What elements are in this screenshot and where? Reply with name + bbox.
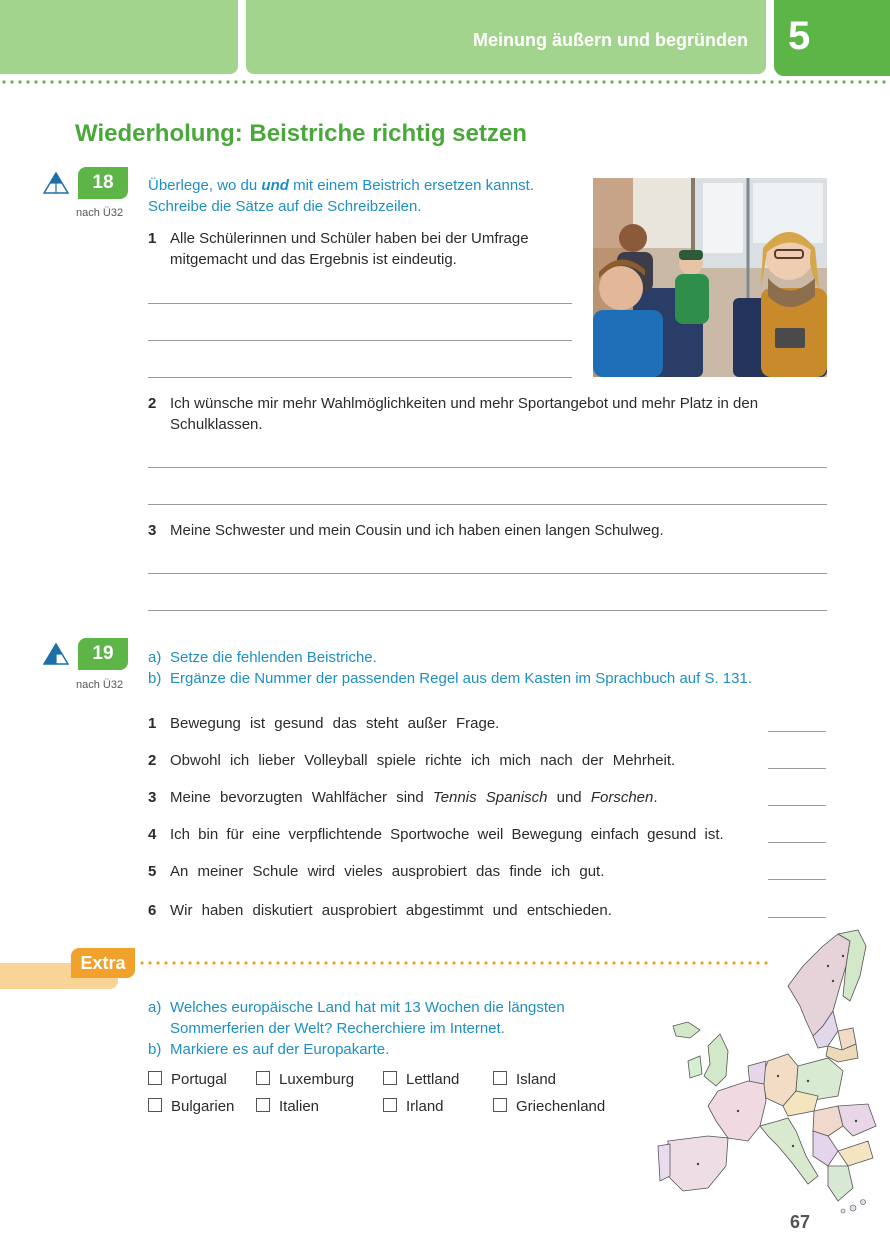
task18-item-3: 3 Meine Schwester und mein Cousin und ich haben einen langen Schulweg. [148,522,664,539]
checkbox-griechenland[interactable]: Griechenland [493,1098,605,1116]
photo-students-on-bus [593,178,827,377]
dotted-divider [0,80,890,84]
answer-blank[interactable] [768,731,826,732]
checkbox-lettland[interactable]: Lettland [383,1071,459,1089]
checkbox-icon[interactable] [148,1071,162,1085]
header-title-panel [246,0,766,74]
answer-blank[interactable] [768,842,826,843]
difficulty-triangle-icon [43,643,69,665]
checkbox-italien[interactable]: Italien [256,1098,319,1116]
task19-sentence-4: 4 Ich bin für eine verpflichtende Sportwoche weil Bewegung einfach gesund ist. [148,826,724,843]
extra-instruction-a: a) Welches europäische Land hat mit 13 Wochen die längsten Sommerferien der Welt? Recherchiere im Internet. [148,999,565,1037]
writing-line[interactable] [148,610,827,611]
writing-line[interactable] [148,340,572,341]
page-number: 67 [790,1212,811,1232]
task19-sentence-6: 6 Wir haben diskutiert ausprobiert abgestimmt und entschieden. [148,902,612,919]
answer-blank[interactable] [768,768,826,769]
writing-line[interactable] [148,467,827,468]
writing-line[interactable] [148,377,572,378]
task18-instruction: Überlege, wo du und mit einem Beistrich ersetzen kannst. Schreibe die Sätze auf die Schreibzeilen. [148,177,535,215]
task19-instruction-a: a) Setze die fehlenden Beistriche. [148,649,377,666]
extra-instruction-b: b) Markiere es auf der Europakarte. [148,1041,390,1058]
checkbox-icon[interactable] [493,1071,507,1085]
header-left-panel [0,0,238,74]
task19-sentence-1: 1 Bewegung ist gesund das steht außer Frage. [148,715,500,732]
checkbox-portugal[interactable]: Portugal [148,1071,227,1089]
writing-line[interactable] [148,573,827,574]
chapter-number: 5 [774,0,890,76]
task18-item-2: 2 Ich wünsche mir mehr Wahlmöglichkeiten und mehr Sportangebot und mehr Platz in den Schulklassen. [148,395,759,433]
checkbox-icon[interactable] [148,1098,162,1112]
chapter-title: Meinung äußern und begründen [473,30,748,50]
difficulty-triangle-icon [43,172,69,194]
task19-sentence-5: 5 An meiner Schule wird vieles ausprobiert das finde ich gut. [148,863,605,880]
writing-line[interactable] [148,303,572,304]
checkbox-icon[interactable] [383,1071,397,1085]
answer-blank[interactable] [768,805,826,806]
europe-map[interactable] [628,926,890,1226]
writing-line[interactable] [148,504,827,505]
task18-item-1: 1 Alle Schülerinnen und Schüler haben bei der Umfrage mitgemacht und das Ergebnis ist eindeutig. [148,230,529,268]
checkbox-icon[interactable] [256,1098,270,1112]
checkbox-bulgarien[interactable]: Bulgarien [148,1098,234,1116]
checkbox-luxemburg[interactable]: Luxemburg [256,1071,354,1089]
task19-instruction-b: b) Ergänze die Nummer der passenden Regel aus dem Kasten im Sprachbuch auf S. 131. [148,670,752,687]
answer-blank[interactable] [768,917,826,918]
checkbox-icon[interactable] [493,1098,507,1112]
exercise-reference: nach Ü32 [76,679,124,691]
task19-sentence-3: 3 Meine bevorzugten Wahlfächer sind Tennis Spanisch und Forschen. [148,789,658,806]
answer-blank[interactable] [768,879,826,880]
checkbox-icon[interactable] [383,1098,397,1112]
page-title: Wiederholung: Beistriche richtig setzen [75,120,527,147]
task19-sentence-2: 2 Obwohl ich lieber Volleyball spiele richte ich mich nach der Mehrheit. [148,752,676,769]
checkbox-island[interactable]: Island [493,1071,556,1089]
extra-label: Extra [71,948,135,978]
task-number-badge: 18 [78,167,128,199]
exercise-reference: nach Ü32 [76,207,124,219]
checkbox-irland[interactable]: Irland [383,1098,444,1116]
checkbox-icon[interactable] [256,1071,270,1085]
task-number-badge: 19 [78,638,128,670]
